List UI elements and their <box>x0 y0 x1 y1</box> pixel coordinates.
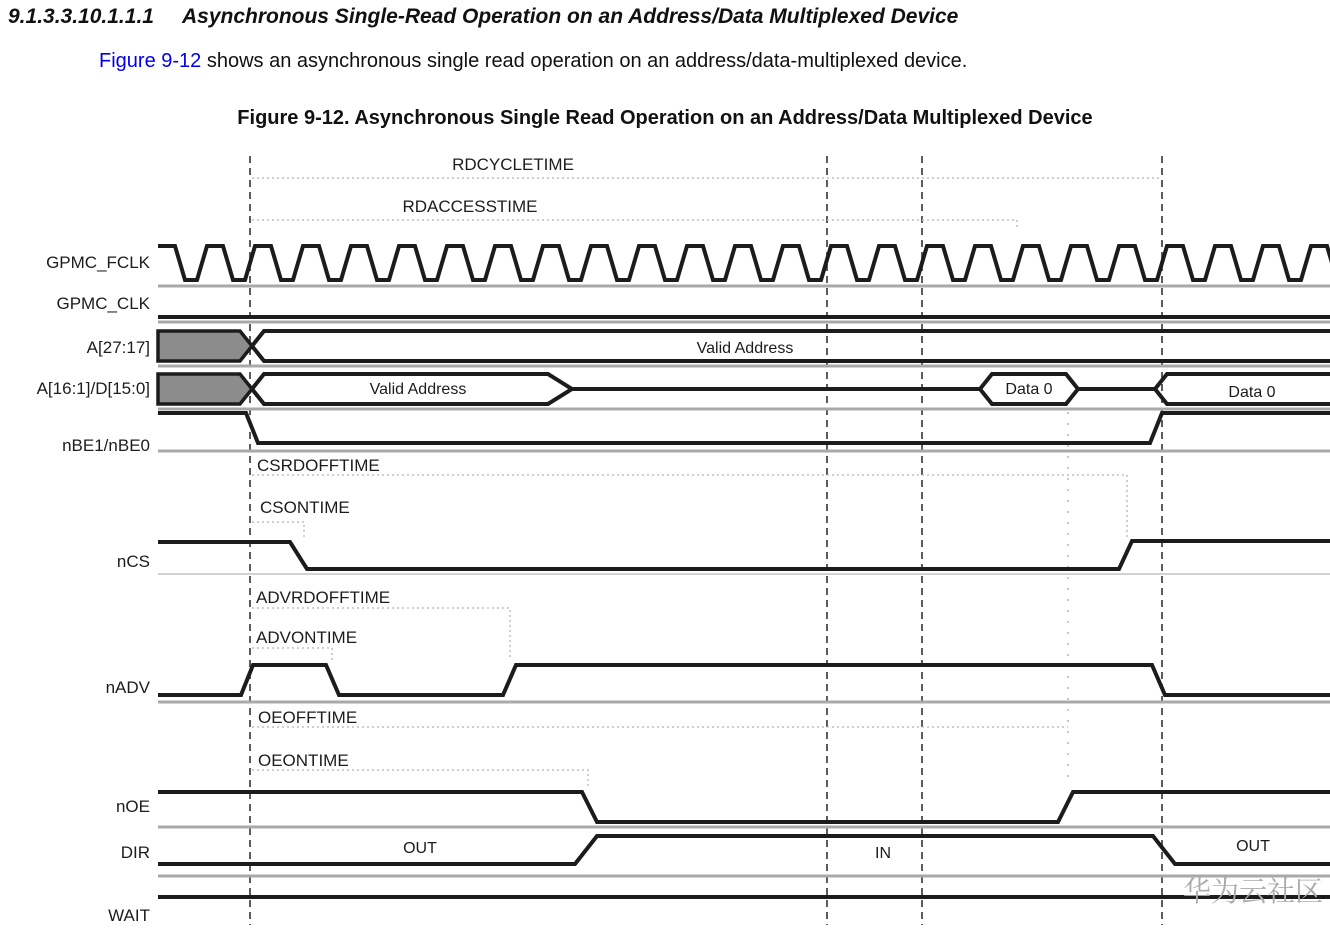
section-number: 9.1.3.3.10.1.1.1 <box>8 5 154 28</box>
signal-label-dir: DIR <box>120 843 150 862</box>
watermark-text: 华为云社区 <box>1182 876 1324 907</box>
csrdofftime-extent <box>252 475 1127 538</box>
param-rdcycletime: RDCYCLETIME <box>452 155 574 174</box>
param-csrdofftime: CSRDOFFTIME <box>257 456 380 475</box>
ncs-waveform <box>158 541 1330 569</box>
cycle-boundary-dashed-lines <box>250 156 1162 925</box>
dir-waveform <box>158 836 1330 864</box>
ad-data0-second-label: Data 0 <box>1228 384 1276 401</box>
param-advontime: ADVONTIME <box>256 628 358 647</box>
signal-labels <box>37 253 151 925</box>
ad-dontcare-block <box>158 374 252 404</box>
advontime-extent <box>252 648 332 662</box>
param-oeofftime: OEOFFTIME <box>258 708 358 727</box>
a27-dontcare-block <box>158 331 252 361</box>
signal-label-gpmc-fclk: GPMC_FCLK <box>46 253 150 272</box>
nbe-waveform <box>158 413 1330 443</box>
nadv-waveform <box>158 665 1330 695</box>
ad-bus-waveform <box>158 374 1330 404</box>
intro-text: shows an asynchronous single read operation on an address/data-multiplexed device. <box>201 50 968 72</box>
signal-label-gpmc-clk: GPMC_CLK <box>56 294 150 313</box>
csontime-extent <box>252 522 304 540</box>
signal-label-ncs: nCS <box>116 552 150 571</box>
signal-label-noe: nOE <box>115 797 150 816</box>
signal-label-a27: A[27:17] <box>86 338 150 357</box>
gpmc-fclk-waveform <box>158 246 1330 280</box>
ad-valid-address-label: Valid Address <box>369 381 467 398</box>
dir-out-right-label: OUT <box>1236 838 1270 855</box>
param-rdaccesstime: RDACCESSTIME <box>402 197 538 216</box>
a27-valid-address-label: Valid Address <box>696 340 794 357</box>
figure-link[interactable]: Figure 9-12 <box>99 50 202 72</box>
param-oeontime: OEONTIME <box>258 751 349 770</box>
oeontime-extent <box>252 770 588 788</box>
dir-in-label: IN <box>875 845 891 862</box>
noe-waveform <box>158 792 1330 822</box>
param-advrdofftime: ADVRDOFFTIME <box>256 588 391 607</box>
param-csontime: CSONTIME <box>260 498 350 517</box>
signal-label-nbe: nBE1/nBE0 <box>62 436 150 455</box>
bus-content-labels <box>370 340 1276 862</box>
rdaccesstime-extent <box>252 220 1017 230</box>
ad-data0-first-label: Data 0 <box>1005 381 1053 398</box>
signal-label-nadv: nADV <box>105 678 150 697</box>
dir-out-left-label: OUT <box>403 840 437 857</box>
signal-label-ad: A[16:1]/D[15:0] <box>36 379 150 398</box>
section-title: Asynchronous Single-Read Operation on an Address/Data Multiplexed Device <box>181 5 959 28</box>
figure-caption: Figure 9-12. Asynchronous Single Read Operation on an Address/Data Multiplexed Device <box>237 107 1093 129</box>
signal-label-wait: WAIT <box>108 906 150 925</box>
